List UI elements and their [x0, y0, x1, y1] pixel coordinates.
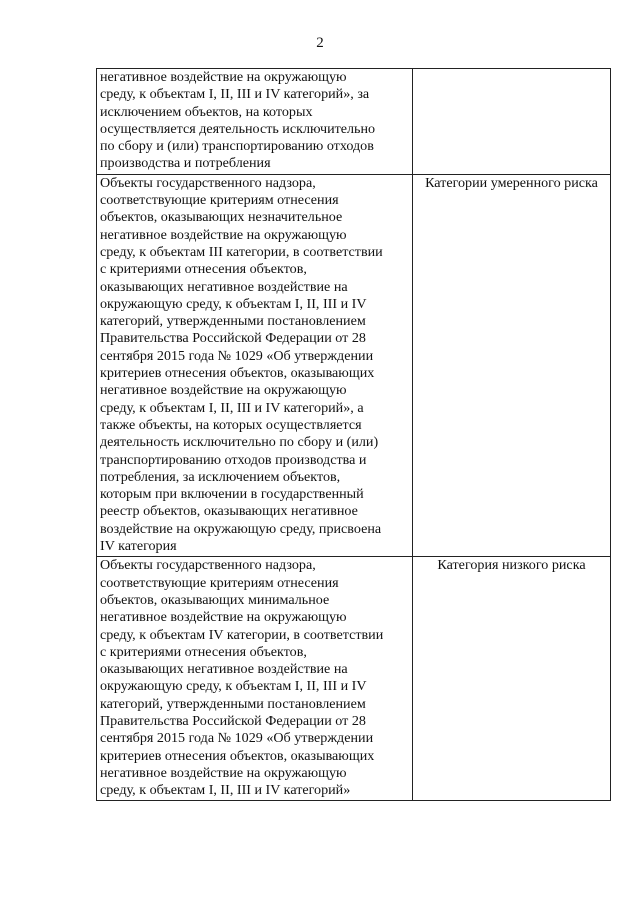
risk-category-cell: Категории умеренного риска — [413, 174, 611, 557]
description-line: категорий, утвержденными постановлением — [100, 695, 366, 712]
description-line: негативное воздействие на окружающую — [100, 69, 347, 85]
risk-category-cell — [413, 69, 611, 175]
object-description-cell — [97, 69, 413, 175]
description-line: по сбору и (или) транспортированию отходов — [100, 138, 374, 155]
description-line: объектов, оказывающих минимальное — [100, 591, 330, 608]
description-line: оказывающих негативное воздействие на — [100, 661, 348, 678]
table-row — [97, 174, 611, 557]
description-line: среду, к объектам I, II, III и IV категорий» — [100, 782, 351, 799]
description-line: категорий, утвержденными постановлением — [100, 313, 366, 330]
table-row — [97, 557, 611, 801]
description-line: соответствующие критериям отнесения — [100, 192, 339, 209]
description-line: среду, к объектам I, II, III и IV категорий», а — [100, 399, 364, 416]
description-line: транспортированию отходов производства и — [100, 451, 367, 468]
object-description-cell — [97, 557, 413, 801]
description-line: Объекты государственного надзора, — [100, 174, 316, 191]
description-line: окружающую среду, к объектам I, II, III и IV — [100, 295, 367, 312]
table-body — [97, 69, 611, 801]
description-line: которым при включении в государственный — [100, 486, 364, 503]
description-line: среду, к объектам IV категории, в соответствии — [100, 626, 384, 643]
risk-category-table — [96, 68, 611, 801]
description-line: также объекты, на которых осуществляется — [100, 416, 362, 433]
description-line: воздействие на окружающую среду, присвоена — [100, 520, 382, 537]
description-line: негативное воздействие на окружающую — [100, 764, 347, 781]
description-line: с критериями отнесения объектов, — [100, 261, 307, 278]
description-line: объектов, оказывающих незначительное — [100, 209, 343, 226]
page-number: 2 — [316, 35, 324, 51]
description-line: критериев отнесения объектов, оказывающих — [100, 365, 375, 382]
description-line: потребления, за исключением объектов, — [100, 468, 341, 485]
description-line: окружающую среду, к объектам I, II, III и IV — [100, 678, 367, 695]
description-line: среду, к объектам I, II, III и IV категорий», за — [100, 86, 370, 103]
description-line: оказывающих негативное воздействие на — [100, 278, 348, 295]
object-description-cell — [97, 174, 413, 557]
description-line: реестр объектов, оказывающих негативное — [100, 503, 358, 520]
description-line: негативное воздействие на окружающую — [100, 382, 347, 399]
description-line: критериев отнесения объектов, оказывающих — [100, 747, 375, 764]
description-line: производства и потребления — [100, 155, 271, 172]
description-line: соответствующие критериям отнесения — [100, 574, 339, 591]
description-line: с критериями отнесения объектов, — [100, 643, 307, 660]
description-line: Объекты государственного надзора, — [100, 557, 316, 574]
description-line: негативное воздействие на окружающую — [100, 226, 347, 243]
description-line: Правительства Российской Федерации от 28 — [100, 712, 366, 729]
description-line: негативное воздействие на окружающую — [100, 609, 347, 626]
description-line: сентября 2015 года № 1029 «Об утверждении — [100, 347, 374, 364]
description-line: сентября 2015 года № 1029 «Об утверждении — [100, 730, 374, 747]
description-line: Правительства Российской Федерации от 28 — [100, 330, 366, 347]
description-line: осуществляется деятельность исключительно — [100, 120, 376, 137]
description-line: деятельность исключительно по сбору и (или) — [100, 434, 379, 451]
description-line: IV категория — [100, 538, 177, 555]
risk-category-cell: Категория низкого риска — [413, 557, 611, 801]
table-row — [97, 69, 611, 175]
description-line: среду, к объектам III категории, в соответствии — [100, 243, 383, 260]
description-line: исключением объектов, на которых — [100, 103, 313, 120]
